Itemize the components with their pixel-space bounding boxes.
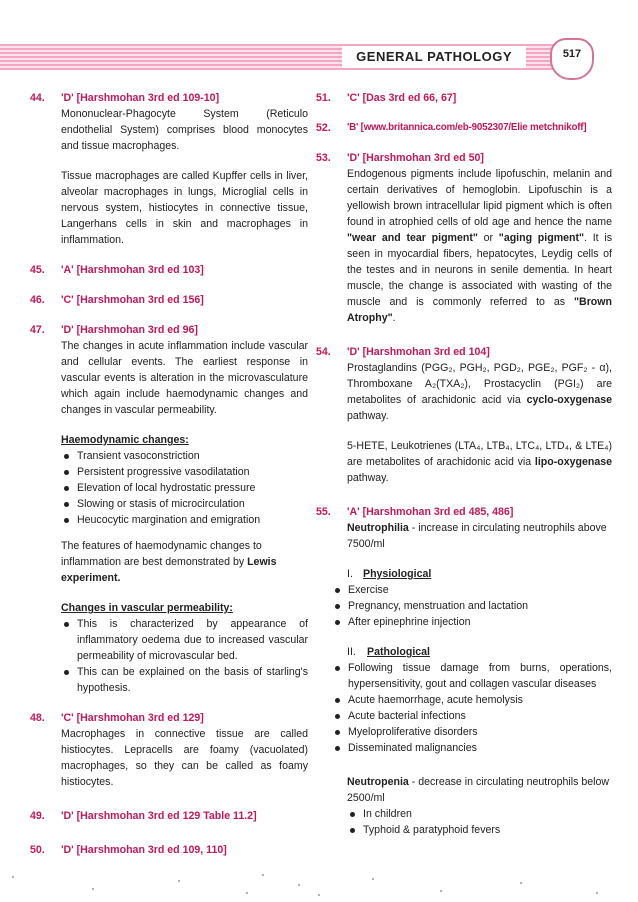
- section-heading: Physiological: [363, 568, 432, 580]
- list-item: In children: [347, 806, 612, 822]
- answer-49: [30, 808, 308, 824]
- right-column: [316, 90, 612, 838]
- neutropenia-list: [347, 806, 612, 838]
- answer-text: Mononuclear-Phagocyte System (Reticulo endothelial System) comprises blood monocytes and tissue macrophages.: [61, 108, 308, 152]
- list-item: Myeloproliferative disorders: [332, 724, 612, 740]
- answer-reference: 'A' [Harshmohan 3rd ed 485, 486]: [347, 506, 514, 518]
- text-span: . It is seen in myocardial fibers, hepatocytes, Leydig cells of the testes and in neurons in senile dementia. In heart muscle, the change is associated with wasting of the muscle and is commonly referred to as: [347, 232, 612, 308]
- speck: [520, 882, 522, 884]
- answer-number: 45.: [30, 264, 45, 276]
- answer-reference: 'C' [Harshmohan 3rd ed 129]: [61, 712, 204, 724]
- answer-reference: 'B' [www.britannica.com/eb-9052307/Elie metchnikoff]: [347, 122, 587, 133]
- scan-specks: [0, 866, 638, 902]
- list-item: After epinephrine injection: [332, 614, 612, 630]
- bold-term: "Brown Atrophy": [347, 296, 612, 324]
- text-span: pathway.: [347, 472, 389, 484]
- speck: [318, 894, 320, 896]
- answer-reference: 'D' [Harshmohan 3rd ed 50]: [347, 152, 484, 164]
- list-item: Exercise: [332, 582, 612, 598]
- answer-text: [61, 538, 308, 586]
- haemodynamic-list: [61, 448, 308, 528]
- answer-53: [316, 150, 612, 166]
- list-item: Slowing or stasis of microcirculation: [61, 496, 308, 512]
- list-item: Disseminated malignancies: [332, 740, 612, 756]
- answer-text: The changes in acute inflammation include vascular and cellular events. The earliest response in vascular events is alteration in the microvasculature which again include haemodynamic changes and changes in vascular permeability.: [61, 340, 308, 416]
- answer-text: Tissue macrophages are called Kupffer cells in liver, alveolar macrophages in lungs, Microglial cells in nervous system, histiocytes in connective tissue, Langerhans cells in skin and macrophages in inflammation.: [61, 170, 308, 246]
- list-item: Typhoid & paratyphoid fevers: [347, 822, 612, 838]
- permeability-list: [61, 616, 308, 696]
- bold-term: "wear and tear pigment": [347, 232, 478, 244]
- answer-text: Macrophages in connective tissue are called histiocytes. Lepracells are foamy (vacuolated) macrophages, so they can be called as foamy histiocytes.: [61, 728, 308, 788]
- section-heading: Pathological: [367, 646, 430, 658]
- bold-term: cyclo-oxygenase: [526, 394, 612, 406]
- header-title: GENERAL PATHOLOGY: [342, 46, 526, 68]
- speck: [246, 892, 248, 894]
- page-number: 517: [562, 48, 582, 60]
- answer-50: [30, 842, 308, 858]
- list-item: Acute bacterial infections: [332, 708, 612, 724]
- answer-number: 55.: [316, 506, 331, 518]
- speck: [92, 888, 94, 890]
- bold-term: "aging pigment": [498, 232, 585, 244]
- physiological-list: [332, 582, 612, 630]
- answer-48: [30, 710, 308, 726]
- answer-54: [316, 344, 612, 360]
- section-heading: Changes in vascular permeability:: [61, 602, 233, 614]
- answer-number: 54.: [316, 346, 331, 358]
- answer-46: [30, 292, 308, 308]
- answer-text: [347, 438, 612, 486]
- section-heading: Haemodynamic changes:: [61, 434, 189, 446]
- text-span: pathway.: [347, 410, 389, 422]
- text-span: - increase in circulating neutrophils above 7500/ml: [347, 522, 607, 550]
- answer-number: 52.: [316, 122, 331, 134]
- speck: [298, 884, 300, 886]
- page-header: [0, 44, 638, 78]
- list-item: Elevation of local hydrostatic pressure: [61, 480, 308, 496]
- answer-number: 49.: [30, 810, 45, 822]
- answer-reference: 'D' [Harshmohan 3rd ed 109, 110]: [61, 844, 227, 856]
- answer-reference: 'D' [Harshmohan 3rd ed 104]: [347, 346, 490, 358]
- text-span: Prostaglandins (PGG₂, PGH₂, PGD₂, PGE₂, PGF₂ - α), Thromboxane A₂(TXA₂), Prostacyclin (PGI₂) are metabolites of arachidonic acid via: [347, 362, 612, 406]
- speck: [262, 874, 264, 876]
- answer-number: 53.: [316, 152, 331, 164]
- page-number-tab: [550, 38, 594, 80]
- answer-number: 47.: [30, 324, 45, 336]
- text-span: - decrease in circulating neutrophils below 2500/ml: [347, 776, 610, 804]
- list-item: Transient vasoconstriction: [61, 448, 308, 464]
- list-item: This can be explained on the basis of starling's hypothesis.: [61, 664, 308, 696]
- roman-numeral: II.: [347, 646, 356, 658]
- answer-reference: 'A' [Harshmohan 3rd ed 103]: [61, 264, 204, 276]
- answer-52: [316, 120, 612, 136]
- answer-text: [347, 166, 612, 326]
- answer-reference: 'C' [Harshmohan 3rd ed 156]: [61, 294, 204, 306]
- answer-reference: 'D' [Harshmohan 3rd ed 129 Table 11.2]: [61, 810, 257, 822]
- text-span: 5-HETE, Leukotrienes (LTA₄, LTB₄, LTC₄, LTD₄, & LTE₄) are metabolites of arachidonic acid via: [347, 440, 612, 468]
- answer-number: 46.: [30, 294, 45, 306]
- answer-55: [316, 504, 612, 520]
- speck: [178, 880, 180, 882]
- pathological-heading: [347, 644, 612, 660]
- roman-numeral: I.: [347, 568, 353, 580]
- text-span: .: [392, 312, 396, 324]
- physiological-heading: [347, 566, 612, 582]
- list-item: Heucocytic margination and emigration: [61, 512, 308, 528]
- speck: [440, 890, 442, 892]
- list-item: Following tissue damage from burns, operations, hypersensitivity, gout and collagen vascular diseases: [332, 660, 612, 692]
- speck: [12, 876, 14, 878]
- bold-term: Lewis experiment.: [61, 556, 277, 584]
- left-column: [30, 90, 308, 858]
- answer-reference: 'C' [Das 3rd ed 66, 67]: [347, 92, 457, 104]
- list-item: Acute haemorrhage, acute hemolysis: [332, 692, 612, 708]
- speck: [596, 892, 598, 894]
- list-item: Pregnancy, menstruation and lactation: [332, 598, 612, 614]
- bold-term: Neutrophilia: [347, 522, 409, 534]
- text-span: Endogenous pigments include lipofuschin, melanin and certain derivatives of hemoglobin. Lipofuschin is a yellowish brown intracellular lipid pigment which is often found in atrophied cells of old age and hence the name: [347, 168, 612, 228]
- list-item: This is characterized by appearance of inflammatory oedema due to increased vascular permeability of microvascular bed.: [61, 616, 308, 664]
- answer-47: [30, 322, 308, 338]
- bold-term: lipo-oxygenase: [534, 456, 612, 468]
- text-span: The features of haemodynamic changes to inflammation are best demonstrated by: [61, 540, 262, 568]
- answer-45: [30, 262, 308, 278]
- speck: [372, 878, 374, 880]
- answer-reference: 'D' [Harshmohan 3rd ed 109-10]: [61, 92, 220, 104]
- pathological-list: [332, 660, 612, 756]
- bold-term: Neutropenia: [347, 776, 409, 788]
- text-span: or: [477, 232, 499, 244]
- answer-text: [347, 360, 612, 424]
- answer-44: [30, 90, 308, 106]
- answer-reference: 'D' [Harshmohan 3rd ed 96]: [61, 324, 198, 336]
- answer-text: [347, 520, 612, 552]
- answer-text: [347, 774, 612, 806]
- answer-number: 50.: [30, 844, 45, 856]
- answer-number: 51.: [316, 92, 331, 104]
- answer-number: 48.: [30, 712, 45, 724]
- answer-51: [316, 90, 612, 106]
- answer-number: 44.: [30, 92, 45, 104]
- list-item: Persistent progressive vasodilatation: [61, 464, 308, 480]
